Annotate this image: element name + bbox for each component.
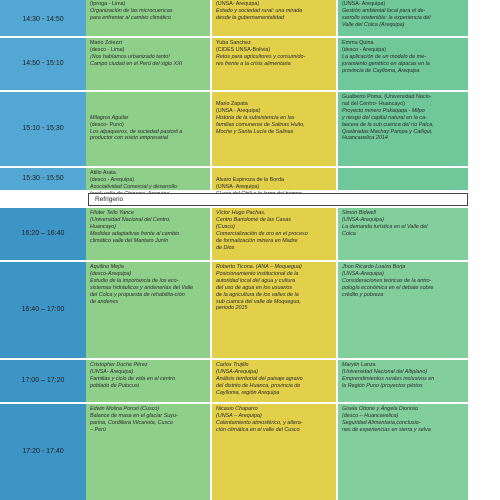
talk-line: sub cuenca del valle de Moquegua, <box>216 298 301 305</box>
talk-line: climático valle del Mantaro Junín <box>90 237 169 244</box>
talk-line: (desco-Arequipa) <box>90 270 132 277</box>
speaker-line: (Iproga - Lima) <box>90 1 126 7</box>
talk-line: del uso de agua en los usuarios <box>216 284 293 291</box>
talk-cell-col3 <box>338 0 468 36</box>
talk-line: y riesgo del capital natural en la ca- <box>342 114 427 121</box>
speaker-line: (UNSA- Arequipa) <box>216 1 260 7</box>
talk-line: Colca <box>342 230 356 237</box>
talk-line: (desco- Puno) <box>90 121 124 128</box>
talk-cell-col1 <box>86 92 210 166</box>
schedule-row <box>0 208 500 260</box>
talk-line: Seguridad Alimentaria,conclusio- <box>342 419 421 426</box>
right-margin <box>468 208 500 260</box>
speaker-line: Yuba Sanchez <box>216 40 251 46</box>
talk-line: familias comuneras de Salinas Huito, <box>216 121 305 128</box>
break-label: Refrigerio <box>88 193 468 206</box>
talk-line: Posicionamiento institucional de la <box>216 270 299 277</box>
speaker-line: Atilio Arata <box>90 170 116 176</box>
talk-cell-col2 <box>212 168 336 190</box>
talk-line: del Colca y propuesta de rehabilita-ción <box>90 291 185 298</box>
right-margin <box>468 404 500 500</box>
talk-line: Alvaro Espinoza de la Borda <box>216 176 285 183</box>
speaker-line: Gisela Ottone y Ángela Dionisio <box>342 406 419 412</box>
talk-line: (UNSA – Arequipa) <box>216 412 262 419</box>
talk-line: Campo ciudad en el Perú del siglo XXI <box>90 60 183 67</box>
schedule-row <box>0 262 500 358</box>
talk-line: Familias y ciclo de vida en el centro <box>90 375 176 382</box>
talk-line: Quebradas Machay Pampa y Calliqui, <box>342 128 433 135</box>
talk-cell-col3 <box>338 92 468 166</box>
speaker-line <box>216 170 332 177</box>
talk-line: (UNSA - Arequipa) <box>216 107 261 114</box>
talk-cell-col1 <box>86 168 210 190</box>
schedule-row <box>0 92 500 166</box>
talk-line: Huancavelica 2014 <box>342 135 388 142</box>
talk-cell-col1 <box>86 38 210 90</box>
talk-line: Valle del Colca (Arequipa) <box>342 21 405 28</box>
time-label: 17:00 – 17:20 <box>21 377 65 384</box>
talk-line: (Universidad Nacional del Altiplano) <box>342 368 428 375</box>
talk-line: periodo 2015 <box>216 305 248 312</box>
talk-line: Milagros Aguilar <box>90 114 129 121</box>
schedule-row <box>0 38 500 90</box>
talk-cell-col3 <box>338 404 468 500</box>
speaker-line: Roberto Ticona. (ANA – Moquegua) <box>216 264 302 270</box>
talk-line: (UNSA- Arequipa) <box>216 183 260 190</box>
talk-line: sistemas hidráulicos y andenerías del Valle <box>90 284 194 291</box>
talk-line: autoridad local del agua y cultura <box>216 277 296 284</box>
talk-line: productor con visión empresarial <box>90 135 168 142</box>
talk-line: Consideraciones teóricas de la antro- <box>342 277 432 284</box>
talk-cell-col3 <box>338 168 468 190</box>
time-slot <box>0 360 86 402</box>
talk-line: Huancayo) <box>90 223 117 230</box>
time-slot <box>0 262 86 358</box>
talk-cell-col2 <box>212 404 336 500</box>
talk-line: de la agricultura de los valles de la <box>216 291 299 298</box>
talk-line: (desco - Arequipa) <box>90 176 135 183</box>
right-margin <box>468 360 500 402</box>
talk-line: Asociatividad Comercial y desarrollo <box>90 183 177 190</box>
speaker-line: Mario Zolezzi <box>90 40 123 46</box>
talk-line: nal del Centro- Huancayo) <box>342 100 405 107</box>
time-label: 15:10 - 15:30 <box>22 125 64 132</box>
talk-cell-col3 <box>338 38 468 90</box>
talk-cell-col2 <box>212 208 336 260</box>
talk-line: Historia de la subsistencia en las <box>216 114 295 121</box>
talk-line: ¡Nos habíamos urbanizado tanto! <box>90 53 170 60</box>
talk-line: parina, Cordillera Vilcanota, Cusco <box>90 419 173 426</box>
talk-line: becera de la sub cuenca del río Palca, <box>342 121 434 128</box>
speaker-line: Aquilino Mejía <box>90 264 124 270</box>
speaker-line: Cristopher Duche Pérez <box>90 362 148 368</box>
speaker-line: Gualberto Poma. (Universidad Nacio- <box>342 94 432 100</box>
talk-line: nes de experiencias en sierra y selva <box>342 426 431 433</box>
talk-line: ción climática en el valle del Cusco <box>216 426 300 433</box>
speaker-line <box>216 94 332 101</box>
schedule-row <box>0 168 500 190</box>
talk-line: (desco - Arequipa) <box>342 46 387 53</box>
talk-cell-col2 <box>212 0 336 36</box>
talk-cell-col1 <box>86 262 210 358</box>
time-label: 16:40 – 17:00 <box>21 306 65 313</box>
time-slot <box>0 208 86 260</box>
talk-line: de Dios <box>216 244 235 251</box>
talk-line: la Región Puno (proyectos pilotos <box>342 382 423 389</box>
talk-line: Emprendimientos rurales inclusivos en <box>342 375 435 382</box>
talk-line: (UNSA-Arequipa) <box>216 368 258 375</box>
talk-line: Centro Bartolomé de las Casas <box>216 216 291 223</box>
talk-line: para enfrentar al cambio climático <box>90 14 171 21</box>
schedule-row <box>0 0 500 36</box>
talk-line: La demanda turística en el Valle del <box>342 223 428 230</box>
talk-line: Moche y Santa Lucía de Salinas <box>216 128 294 135</box>
time-slot <box>0 92 86 166</box>
time-slot <box>0 0 86 36</box>
talk-line: poblado de Putucusi <box>90 382 139 389</box>
speaker-line: (UNSA- Arequipa) <box>342 1 386 7</box>
talk-line: provincia de Caylloma, Arequipa <box>342 67 420 74</box>
right-margin <box>468 262 500 358</box>
talk-line: Análisis territorial del paisaje agrario <box>216 375 303 382</box>
speaker-line: Emma Quina <box>342 40 374 46</box>
talk-line: (desco – Huancavelica) <box>342 412 399 419</box>
time-slot <box>0 38 86 90</box>
talk-line: (Cusco) <box>216 223 235 230</box>
talk-line <box>90 108 206 115</box>
talk-line: sarrollo sostenible: la experiencia del <box>342 14 431 21</box>
time-label: 14:30 - 14:50 <box>22 16 64 23</box>
speaker-line: Edwin Molina Porcel (Cusco) <box>90 406 160 412</box>
time-label: 15:30 - 15:50 <box>22 175 64 182</box>
talk-cell-col1 <box>86 404 210 500</box>
talk-line: Comercialización de oro en el proceso <box>216 230 308 237</box>
speaker-line: Simon Bidwell <box>342 210 376 216</box>
speaker-line: Víctor Hugo Pachas. <box>216 210 266 216</box>
talk-line: (Universidad Nacional del Centro, <box>90 216 171 223</box>
speaker-line: Carlos Trujillo <box>216 362 249 368</box>
talk-line: Organización de las microcuencas <box>90 7 173 14</box>
time-slot <box>0 168 86 190</box>
talk-line: (UNSA-Arequipa) <box>342 270 384 277</box>
talk-line: La aplicación de un modelo de me- <box>342 53 426 60</box>
time-label: 16:20 – 16:40 <box>21 230 65 237</box>
talk-line: Estudio de la importancia de los eco- <box>90 277 179 284</box>
talk-line: (UNSA- Arequipa) <box>90 368 134 375</box>
talk-line: Medidas adaptativas frente al cambio <box>90 230 180 237</box>
talk-cell-col3 <box>338 262 468 358</box>
talk-cell-col3 <box>338 208 468 260</box>
talk-line: pología económica en el debate sobre <box>342 284 434 291</box>
speaker-line: Marylin Lanza <box>342 362 376 368</box>
talk-cell-col2 <box>212 262 336 358</box>
talk-line: – Perú <box>90 426 106 433</box>
right-margin <box>468 92 500 166</box>
talk-line: Los alpaqueros, de sociedad pastoril a <box>90 128 183 135</box>
talk-line: (CIDES UNSA-Bolivia) <box>216 46 271 53</box>
talk-line: Proyecto minero Pukaqaqa - Milpo <box>342 107 425 114</box>
talk-line: Retos para agricultores y consumido- <box>216 53 306 60</box>
talk-line: crédito y pobreza <box>342 291 384 298</box>
talk-line: Mario Zapata <box>216 100 248 107</box>
talk-line: Balance de masa en el glaciar Suyu- <box>90 412 178 419</box>
talk-line: Gestión ambiental local para el de- <box>342 7 426 14</box>
speaker-line <box>90 94 206 101</box>
schedule-row <box>0 360 500 402</box>
schedule-row <box>0 404 500 500</box>
talk-line: de formalización minera en Madre <box>216 237 298 244</box>
right-margin <box>468 38 500 90</box>
speaker-line: Jhon Ricardo Loaiza Borja <box>342 264 406 270</box>
talk-cell-col2 <box>212 360 336 402</box>
talk-line: (desco - Lima) <box>90 46 125 53</box>
time-label: 14:50 - 15:10 <box>22 60 64 67</box>
time-slot <box>0 404 86 500</box>
talk-cell-col2 <box>212 92 336 166</box>
talk-line: joramiento genético en alpacas en la <box>342 60 430 67</box>
talk-line: Estado y sociedad rural: una mirada <box>216 7 303 14</box>
right-margin <box>468 168 500 190</box>
talk-line: de andenes <box>90 298 119 305</box>
speaker-line: Filoter Tello Yance <box>90 210 134 216</box>
talk-line: Calentamiento atmosférico, y altera- <box>216 419 303 426</box>
talk-cell-col1 <box>86 0 210 36</box>
talk-line: del distrito de Huanca, provincia de <box>216 382 301 389</box>
talk-cell-col2 <box>212 38 336 90</box>
talk-cell-col1 <box>86 360 210 402</box>
time-label: 17:20 - 17:40 <box>22 448 64 455</box>
talk-cell-col1 <box>86 208 210 260</box>
speaker-line: Nicasio Chaparro <box>216 406 258 412</box>
talk-line: (UNSA-Arequipa) <box>342 216 384 223</box>
right-margin <box>468 0 500 36</box>
talk-line: desde la gubernamentalidad <box>216 14 285 21</box>
talk-line: Caylloma, región Arequipa <box>216 389 280 396</box>
talk-cell-col3 <box>338 360 468 402</box>
talk-line <box>90 101 206 108</box>
talk-line: res frente a la crisis alimentaria <box>216 60 291 67</box>
